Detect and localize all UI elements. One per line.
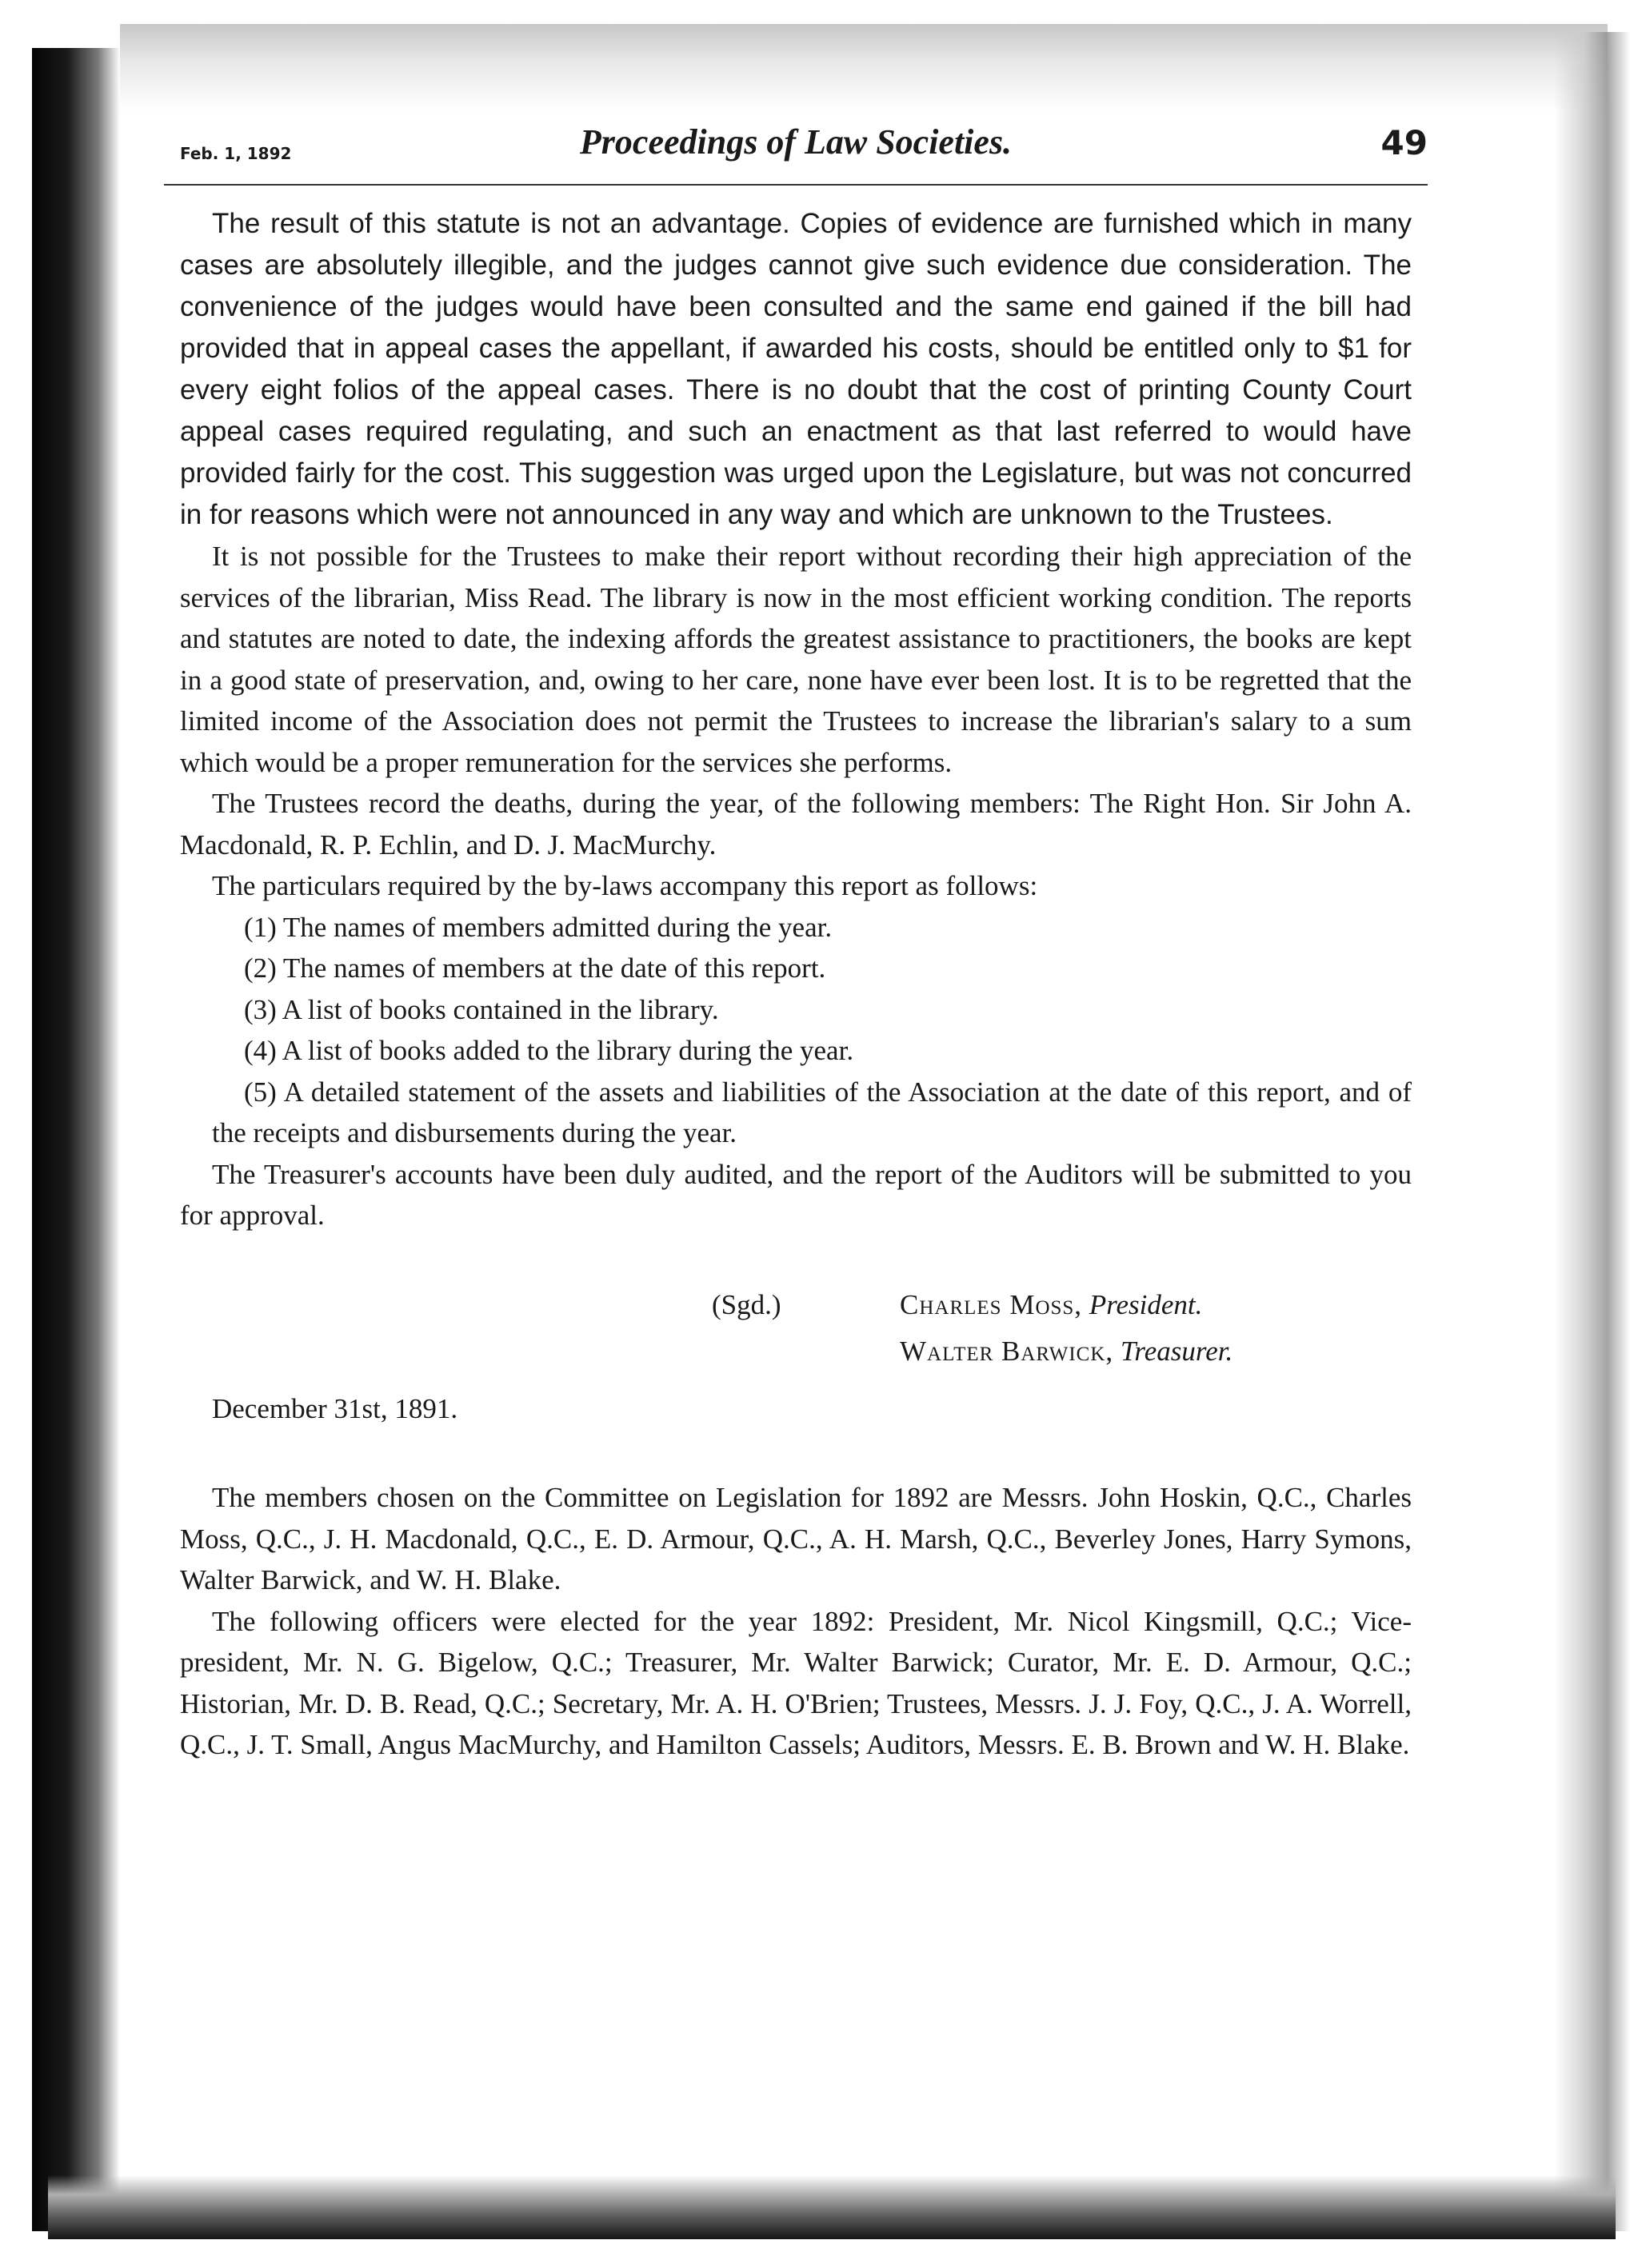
section-spacer xyxy=(180,1429,1412,1477)
librarian-paragraph: It is not possible for the Trustees to make their report without recording their high appreciation of the services of the librarian, Miss Read. The library is now in the most efficient working condition. The reports and statutes are noted to date, the indexing affords the greatest assistance to practitioners, the books are kept in a good state of preservation, and, owing to her care, none have ever been lost. It is to be regretted that the limited income of the Association does not permit the Trustees to increase the librarian's salary to a sum which would be a proper remuneration for the services she performs. xyxy=(180,541,1412,778)
scan-shadow-top xyxy=(120,24,1608,112)
particulars-paragraph: The particulars required by the by-laws accompany this report as follows: xyxy=(212,870,1038,901)
audit-paragraph: The Treasurer's accounts have been duly audited, and the report of the Auditors will be submitted to you for approval. xyxy=(180,1158,1412,1231)
deaths-paragraph: The Trustees record the deaths, during the year, of the following members: The Right Hon. Sir John A. Macdonald, R. P. Echlin, and D. J. MacMurchy. xyxy=(180,788,1412,860)
list-item: (2) The names of members at the date of this report. xyxy=(244,952,826,984)
treasurer-signature xyxy=(900,1331,1232,1372)
signature-block xyxy=(180,1284,1412,1388)
page-number: 49 xyxy=(1380,123,1428,162)
report-body xyxy=(164,536,1428,1766)
statute-paragraph-block xyxy=(164,203,1428,536)
statute-paragraph: The result of this statute is not an advantage. Copies of evidence are furnished which in many cases are absolutely illegible, and the judges cannot give such evidence due consideration. The convenience of the judges would have been consulted and the same end gained if the bill had provided that in appeal cases the appellant, if awarded his costs, should be entitled only to $1 for every eight folios of the appeal cases. There is no doubt that the cost of printing County Court appeal cases required regulating, and such an enactment as that last referred to would have provided fairly for the cost. This suggestion was urged upon the Legislature, but was not concurred in for reasons which were not announced in any way and which are unknown to the Trustees. xyxy=(180,208,1412,530)
report-date: December 31st, 1891. xyxy=(212,1392,458,1424)
page-content xyxy=(164,120,1428,1766)
running-header xyxy=(164,120,1428,186)
scan-shadow-left xyxy=(32,48,120,2231)
president-name: Charles Moss, xyxy=(900,1288,1083,1320)
list-item: (1) The names of members admitted during the year. xyxy=(244,911,833,943)
treasurer-name: Walter Barwick, xyxy=(900,1335,1114,1367)
header-title: Proceedings of Law Societies. xyxy=(579,122,1013,162)
president-role: President. xyxy=(1089,1288,1203,1320)
list-item: (3) A list of books contained in the library. xyxy=(244,993,719,1025)
treasurer-role: Treasurer. xyxy=(1120,1335,1233,1367)
scan-shadow-bottom xyxy=(48,2175,1616,2239)
committee-paragraph: The members chosen on the Committee on Legislation for 1892 are Messrs. John Hoskin, Q.C., Charles Moss, Q.C., J. H. Macdonald, Q.C., E. D. Armour, Q.C., A. H. Marsh, Q.C., Beverley Jones, Harry Symons, Walter Barwick, and W. H. Blake. xyxy=(180,1482,1412,1595)
list-item: (4) A list of books added to the library during the year. xyxy=(244,1035,854,1066)
president-signature xyxy=(900,1284,1202,1326)
scan-shadow-right xyxy=(1554,32,1630,2231)
signed-mark: (Sgd.) xyxy=(712,1288,781,1320)
list-item: (5) A detailed statement of the assets and liabilities of the Association at the date of this report, and of the receipts and disbursements during the year. xyxy=(212,1076,1412,1148)
officers-paragraph: The following officers were elected for the year 1892: President, Mr. Nicol Kingsmill, Q.C.; Vice-president, Mr. N. G. Bigelow, Q.C.; Treasurer, Mr. Walter Barwick; Curator, Mr. E. D. Armour, Q.C.; Historian, Mr. D. B. Read, Q.C.; Secretary, Mr. A. H. O'Brien; Trustees, Messrs. J. J. Foy, Q.C., J. A. Worrell, Q.C., J. T. Small, Angus MacMurchy, and Hamilton Cassels; Auditors, Messrs. E. B. Brown and W. H. Blake. xyxy=(180,1605,1412,1760)
header-date: Feb. 1, 1892 xyxy=(180,144,292,163)
